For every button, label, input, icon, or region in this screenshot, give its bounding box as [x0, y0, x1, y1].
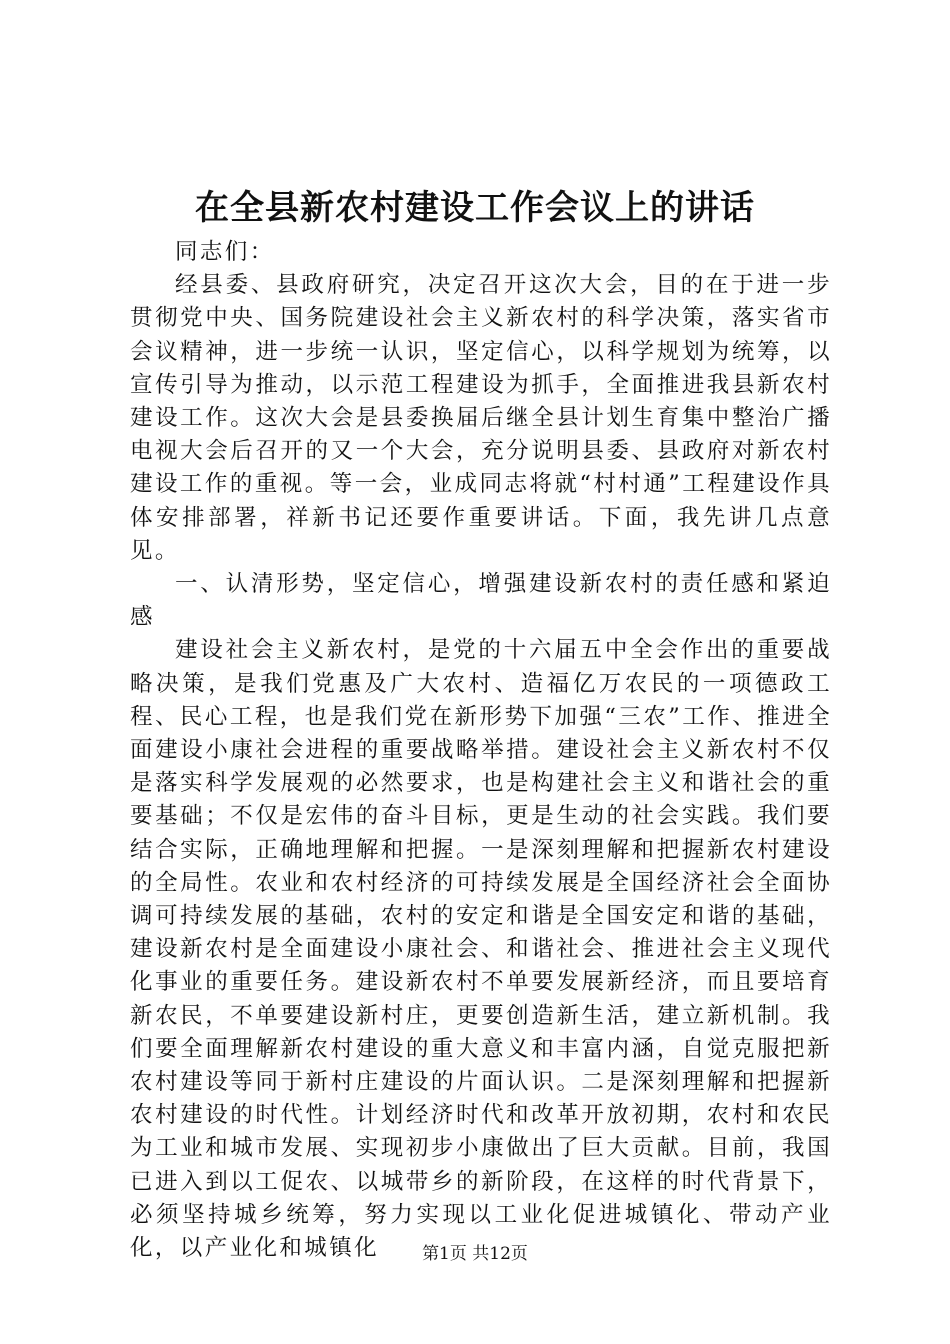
page-footer: 第1页 共12页: [422, 1244, 528, 1264]
section-heading-1: 一、认清形势，坚定信心，增强建设新农村的责任感和紧迫感: [130, 571, 832, 631]
intro-paragraph: 经县委、县政府研究，决定召开这次大会，目的在于进一步贯彻党中央、国务院建设社会主义新农村的科学决策，落实省市会议精神，进一步统一认识，坚定信心，以科学规划为统筹，以宣传引导为推动，以示范工程建设为抓手，全面推进我县新农村建设工作。这次大会是县委换届后继全县计划生育集中整治广播电视大会后召开的又一个大会，充分说明县委、县政府对新农村建设工作的重视。等一会，业成同志将就“村村通”工程建设作具体安排部署，祥新书记还要作重要讲话。下面，我先讲几点意见。: [130, 272, 832, 564]
document-body: [130, 236, 832, 1265]
section-paragraph-1: 建设社会主义新农村，是党的十六届五中全会作出的重要战略决策，是我们党惠及广大农村、造福亿万农民的一项德政工程、民心工程，也是我们党在新形势下加强“三农”工作、推进全面建设小康社会进程的重要战略举措。建设社会主义新农村不仅是落实科学发展观的必然要求，也是构建社会主义和谐社会的重要基础；不仅是宏伟的奋斗目标，更是生动的社会实践。我们要结合实际，正确地理解和把握。一是深刻理解和把握新农村建设的全局性。农业和农村经济的可持续发展是全国经济社会全面协调可持续发展的基础，农村的安定和谐是全国安定和谐的基础，建设新农村是全面建设小康社会、和谐社会、推进社会主义现代化事业的重要任务。建设新农村不单要发展新经济，而且要培育新农民，不单要建设新村庄，更要创造新生活，建立新机制。我们要全面理解新农村建设的重大意义和丰富内涵，自觉克服把新农村建设等同于新村庄建设的片面认识。二是深刻理解和把握新农村建设的时代性。计划经济时代和改革开放初期，农村和农民为工业和城市发展、实现初步小康做出了巨大贡献。目前，我国已进入到以工促农、以城带乡的新阶段，在这样的时代背景下，必须坚持城乡统筹，努力实现以工业化促进城镇化、带动产业化，以产业化和城镇化: [130, 637, 832, 1262]
document-title: 在全县新农村建设工作会议上的讲话: [195, 188, 755, 228]
salutation-paragraph: 同志们：: [175, 239, 275, 265]
